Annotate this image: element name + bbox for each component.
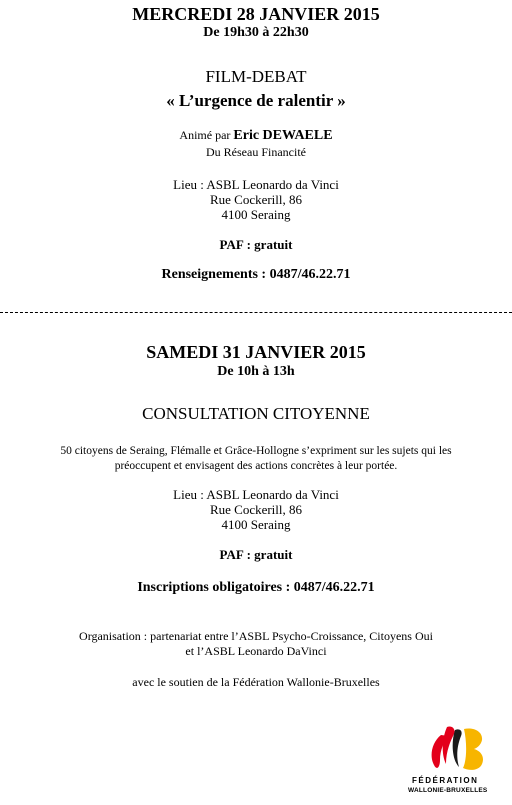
event1-type: FILM-DEBAT xyxy=(205,67,307,86)
logo-text-line-2: WALLONIE-BRUXELLES xyxy=(408,787,488,794)
event2-venue-line-2: Rue Cockerill, 86 xyxy=(209,502,303,517)
event1-venue-line-2: Rue Cockerill, 86 xyxy=(209,192,303,207)
event1-title: « L’urgence de ralentir » xyxy=(166,91,346,110)
event1-host-prefix: Animé par xyxy=(179,128,234,142)
event1-hours: De 19h30 à 22h30 xyxy=(203,25,309,40)
event2-fee: PAF : gratuit xyxy=(219,547,293,562)
event1-host-name: Eric DEWAELE xyxy=(233,128,333,143)
event1-venue-line-1: Lieu : ASBL Leonardo da Vinci xyxy=(173,177,339,192)
event2-hours: De 10h à 13h xyxy=(217,364,295,379)
event2-description-line-1: 50 citoyens de Seraing, Flémalle et Grâce-Hollogne s’expriment sur les sujets qui les xyxy=(60,445,452,457)
event2-venue-line-1: Lieu : ASBL Leonardo da Vinci xyxy=(173,487,339,502)
event1-venue-line-3: 4100 Seraing xyxy=(221,207,291,222)
logo-dark-stroke xyxy=(453,729,462,767)
event2-description-line-2: préoccupent et envisagent des actions concrètes à leur portée. xyxy=(114,460,398,472)
event1-contact: Renseignements : 0487/46.22.71 xyxy=(161,267,351,282)
logo-text-line-1: FÉDÉRATION xyxy=(412,776,479,785)
event2-venue-line-3: 4100 Seraing xyxy=(221,517,291,532)
event1-date: MERCREDI 28 JANVIER 2015 xyxy=(132,4,380,24)
support-line: avec le soutien de la Fédération Wallonie-Bruxelles xyxy=(132,675,380,689)
organisation-line-1: Organisation : partenariat entre l’ASBL Psycho-Croissance, Citoyens Oui xyxy=(79,629,433,643)
event2-date: SAMEDI 31 JANVIER 2015 xyxy=(146,342,366,362)
event2-type: CONSULTATION CITOYENNE xyxy=(142,404,370,423)
event1-host-org: Du Réseau Financité xyxy=(206,145,306,159)
event1-fee: PAF : gratuit xyxy=(219,237,293,252)
logo-mark xyxy=(432,726,483,769)
event2-contact: Inscriptions obligatoires : 0487/46.22.71 xyxy=(137,580,375,595)
logo-yellow-b xyxy=(463,728,483,769)
organisation-line-2: et l’ASBL Leonardo DaVinci xyxy=(185,644,327,658)
